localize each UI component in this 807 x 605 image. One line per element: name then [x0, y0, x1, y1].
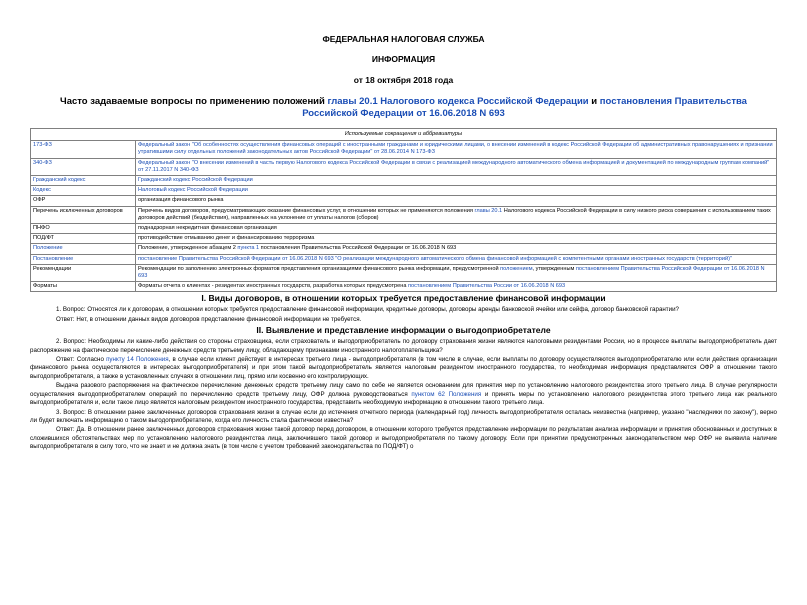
abbreviation-meaning: [136, 196, 777, 206]
abbreviation-meaning-text: организация финансового рынка: [138, 197, 224, 204]
abbreviation-row: [31, 158, 777, 175]
abbreviation-key: [31, 282, 136, 292]
abbreviation-meaning: [136, 186, 777, 196]
paragraph: [30, 356, 777, 381]
abbreviation-key: [31, 186, 136, 196]
title-link-resolution[interactable]: постановления Правительства Российской Федерации от 16.06.2018 N 693: [302, 96, 747, 119]
abbreviation-meaning-link[interactable]: положением: [500, 265, 533, 272]
abbreviation-key-text: Перечень исключенных договоров: [33, 207, 123, 214]
document-type: ИНФОРМАЦИЯ: [371, 54, 436, 64]
abbreviation-meaning: [136, 234, 777, 244]
abbreviation-meaning: [136, 264, 777, 281]
paragraph-text: и принять меры по установлению налогового резидентства этого третьего лица как реального выгодоприобретателя и, если такое лицо является налоговым резидентом иностранного государства, представить необходимую информацию в отношении такого третьего лица.: [30, 390, 777, 407]
abbreviation-key: [31, 196, 136, 206]
abbreviation-meaning-text: противодействие отмыванию денег и финансированию терроризма: [138, 235, 315, 242]
paragraph-text: 3. Вопрос: В отношении ранее заключенных договоров страхования жизни в случае если до истечения отчетного периода (календарный год) личность выгодоприобретателя осталась неизвестна (например, указано "наследники по закону"), верно ли будет включать информацию о таком выгодоприобретателе, когда его личность стала фактически известна?: [30, 408, 777, 424]
abbreviation-key-link[interactable]: 173-ФЗ: [33, 142, 52, 149]
abbreviation-row: [31, 186, 777, 196]
abbreviation-meaning-text: Налогового кодекса Российской Федерации в силу низкого риска совершения с использованием таких договоров действий (бездействия), направленных на уклонение от уплаты налогов (сборов): [138, 207, 771, 221]
paragraph: [30, 306, 777, 314]
abbreviation-meaning: [136, 224, 777, 234]
abbreviation-key: [31, 254, 136, 264]
paragraph: [30, 426, 777, 451]
abbreviation-key: [31, 244, 136, 254]
abbreviation-key: [31, 234, 136, 244]
abbreviation-meaning-text: Положение, утвержденное абзацем 2: [138, 245, 238, 252]
abbreviation-key: [31, 206, 136, 223]
abbreviation-meaning-text: постановления Правительства Российской Федерации от 16.06.2018 N 693: [259, 245, 457, 252]
abbreviation-row: [31, 224, 777, 234]
paragraph-link[interactable]: пунктом 62 Положения: [411, 390, 482, 398]
paragraph-link[interactable]: пункту 14 Положения: [106, 356, 169, 364]
paragraph-text: Ответ: Да. В отношении ранее заключенных договоров страхования жизни такой договор перед договором, в отношении которого требуется представление информации по результатам анализа информации и принятия обоснованных и доступных в сложившихся обстоятельствах мер по установлению налогового резидентства лица, заключившего такой договор и выгодоприобретателя по такому договору. Если при принятии предусмотренных законодательством мер ОФР не выявила наличие выгодоприобретателя в силу того, что не знает и не должна знать (в том числе с учетом требований законодательства по ПОД/ФТ) о: [30, 426, 777, 451]
abbreviation-key: [31, 158, 136, 175]
abbreviation-meaning-link[interactable]: постановление Правительства Российской Федерации от 16.06.2018 N 693 "О реализации международного автоматического обмена финансовой информацией с компетентными органами иностранных государств (территорий)": [138, 255, 732, 262]
paragraph-text: 1. Вопрос: Относятся ли к договорам, в отношении которых требуется предоставление финансовой информации, кредитные договоры, договоры аренды банковской ячейки или сейфа, договор банковской гарантии?: [56, 306, 679, 314]
document-title: [50, 96, 757, 120]
abbreviation-key: [31, 176, 136, 186]
abbreviation-row: [31, 264, 777, 281]
abbreviation-meaning-link[interactable]: Федеральный закон "О внесении изменений в часть первую Налогового кодекса Российской Федерации в связи с реализацией международного автоматического обмена информацией и документацией по международным группам компаний" от 27.11.2017 N 340-ФЗ: [138, 159, 770, 173]
abbreviation-key-link[interactable]: Положение: [33, 245, 63, 252]
section-heading: I. Виды договоров, в отношении которых требуется предоставление финансовой информации: [201, 293, 606, 304]
abbreviation-meaning: [136, 254, 777, 264]
abbreviation-key-text: Рекомендации: [33, 265, 72, 272]
abbreviation-row: [31, 282, 777, 292]
abbreviation-row: [31, 141, 777, 158]
abbreviation-key: [31, 141, 136, 158]
abbreviation-key-link[interactable]: Гражданский кодекс: [33, 177, 86, 184]
abbreviation-key-link[interactable]: Кодекс: [33, 187, 51, 194]
abbreviation-meaning: [136, 244, 777, 254]
abbreviation-meaning-link[interactable]: пункта 1: [237, 245, 260, 252]
abbreviation-meaning-link[interactable]: Гражданский кодекс Российской Федерации: [138, 177, 253, 184]
abbreviation-meaning-text: Перечень видов договоров, предусматривающих оказание финансовых услуг, в отношении которых не применяются положения: [138, 207, 475, 214]
abbreviation-row: [31, 176, 777, 186]
paragraph-text: , в случае если клиент действует в интересах третьего лица - выгодоприобретателя (в том числе в случае, если выплаты по договору осуществляются выгодоприобретателю или если действия организации финансового рынка осуществляются в интересах выгодоприобретателя) и при этом такой выгодоприобретатель является налоговым резидентом иностранного государства, то необходимая информация представляется ОФР в отношении такого выгодоприобретателя, а также в установленных случаях в отношении лиц, прямо или косвенно его контролирующих.: [30, 356, 777, 380]
abbreviation-row: [31, 244, 777, 254]
document-page: [0, 34, 807, 605]
paragraph: [30, 409, 777, 426]
abbreviation-meaning: [136, 282, 777, 292]
abbreviation-meaning-link[interactable]: Налоговый кодекс Российской Федерации: [138, 187, 248, 194]
abbreviation-meaning: [136, 206, 777, 223]
section-heading: II. Выявление и представление информации о выгодоприобретателе: [256, 325, 551, 336]
abbreviation-key-text: ОФР: [33, 197, 46, 204]
abbreviation-key: [31, 264, 136, 281]
abbreviation-row: [31, 234, 777, 244]
abbreviation-row: [31, 206, 777, 223]
paragraph-text: Ответ: Нет, в отношении данных видов договоров представление финансовой информации не требуется.: [56, 315, 362, 323]
abbreviation-row: [31, 196, 777, 206]
title-text-start: Часто задаваемые вопросы по применению положений: [60, 96, 328, 107]
paragraph: [30, 316, 777, 324]
abbreviations-caption-row: [31, 129, 777, 141]
paragraph-text: 2. Вопрос: Необходимы ли какие-либо действия со стороны страховщика, если страхователь и выгодоприобретатель по договору страхования жизни являются налоговыми резидентами России, но в процессе выплаты выгодоприобретатель дает распоряжение на фактическое перечисление денежных средств третьему лицу, обладающему признаками иностранного налогоплательщика?: [30, 338, 777, 354]
document-date: от 18 октября 2018 года: [353, 75, 454, 85]
abbreviation-key-text: ПОД/ФТ: [33, 235, 54, 242]
issuer-heading: ФЕДЕРАЛЬНАЯ НАЛОГОВАЯ СЛУЖБА: [322, 34, 485, 44]
abbreviations-table: [30, 128, 777, 292]
paragraph-text: Выдача разового распоряжения на фактическое перечисление денежных средств третьему лицу само по себе не является основанием для принятия мер по установлению налогового резидентства этого третьего лица. В случае регулярности осуществления выгодоприобретателем операций по перечислению средств третьему лицу, ОФР должна руководствоваться: [30, 382, 777, 398]
abbreviation-meaning-text: поднадзорная некредитная финансовая организация: [138, 225, 277, 232]
abbreviation-key-link[interactable]: 340-ФЗ: [33, 159, 52, 166]
abbreviation-meaning: [136, 158, 777, 175]
paragraph-text: Ответ: Согласно: [56, 356, 107, 364]
paragraph: [30, 338, 777, 355]
abbreviation-meaning-text: Рекомендации по заполнению электронных форматов представления организациями финансового рынка информации, предусмотренной: [138, 265, 501, 272]
abbreviation-meaning: [136, 141, 777, 158]
document-body: [30, 293, 777, 451]
abbreviation-meaning-text: , утвержденным: [532, 265, 576, 272]
title-link-tax-code[interactable]: главы 20.1 Налогового кодекса Российской Федерации: [327, 96, 589, 107]
abbreviation-key: [31, 224, 136, 234]
abbreviation-key-link[interactable]: Постановление: [33, 255, 74, 262]
abbreviation-meaning-text: Форматы отчета о клиентах - резидентах иностранных государств, разработка которых предусмотрена: [138, 283, 408, 290]
abbreviation-meaning-link[interactable]: главы 20.1: [474, 207, 503, 214]
paragraph: [30, 382, 777, 407]
abbreviation-meaning-link[interactable]: Федеральный закон "Об особенностях осуществления финансовых операций с иностранными гражданами и юридическими лицами, о внесении изменений в кодекс Российской Федерации об административных правонарушениях и признании утратившими силу отдельных положений законодательных актов Российской Федерации" от 28.06.2014 N 173-ФЗ: [138, 142, 773, 156]
abbreviation-row: [31, 254, 777, 264]
title-text-and: и: [588, 96, 600, 107]
abbreviation-meaning: [136, 176, 777, 186]
abbreviation-key-text: Форматы: [33, 283, 57, 290]
abbreviation-key-text: ПНФО: [33, 225, 50, 232]
abbreviations-caption: Используемые сокращения и аббревиатуры: [31, 129, 777, 141]
abbreviation-meaning-link[interactable]: постановлением Правительства России от 16.06.2018 N 693: [408, 283, 566, 290]
abbreviation-meaning-link[interactable]: постановлением Правительства Российской Федерации от 16.06.2018 N 693: [138, 265, 765, 280]
